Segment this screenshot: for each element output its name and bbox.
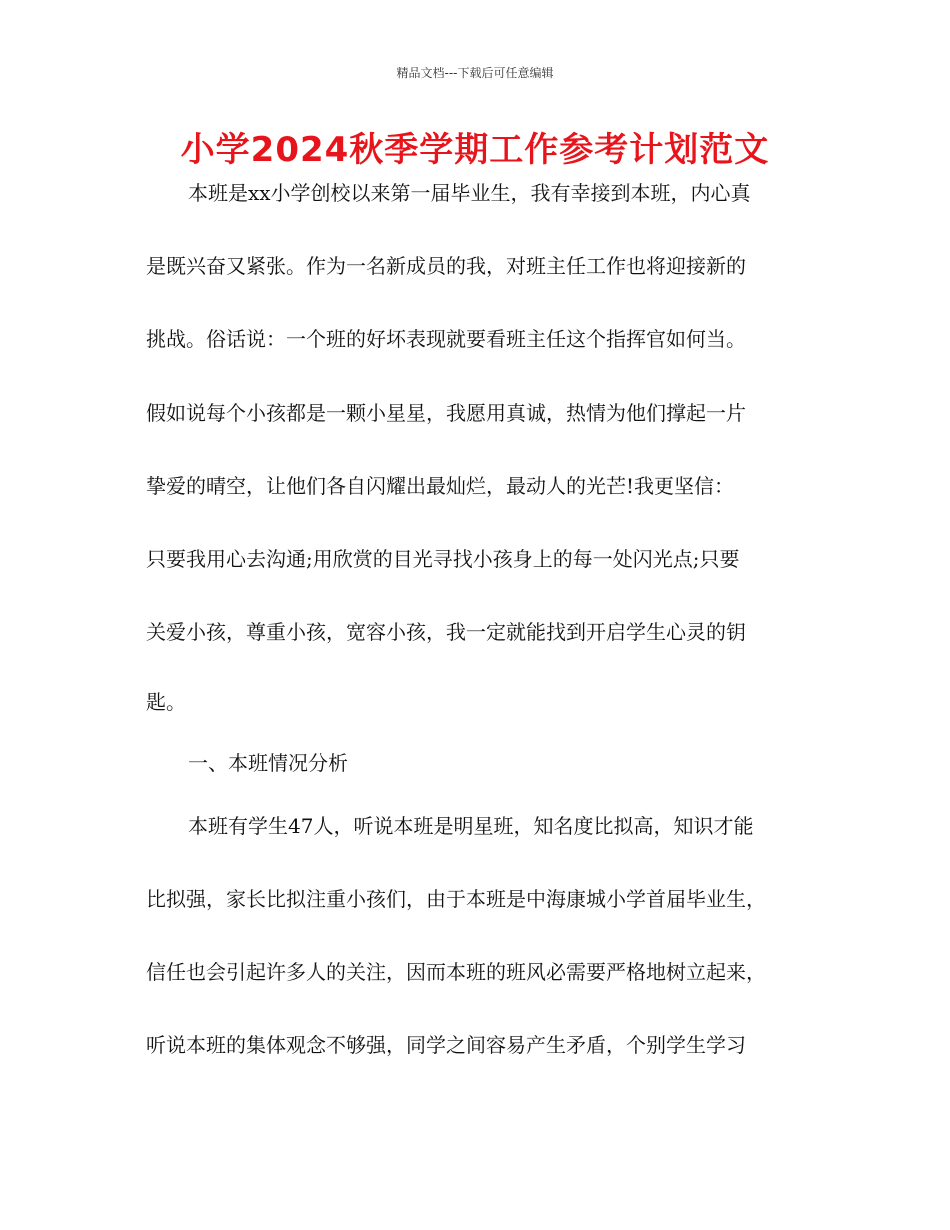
paragraph-line: 本班有学生47人，听说本班是明星班，知名度比拟高，知识才能 [188,814,754,838]
paragraph-line: 挑战。俗话说：一个班的好坏表现就要看班主任这个指挥官如何当。 [146,327,746,351]
paragraph-line: 只要我用心去沟通;用欣赏的目光寻找小孩身上的每一处闪光点;只要 [146,547,740,571]
paragraph-line: 匙。 [146,690,186,714]
paragraph-line: 是既兴奋又紧张。作为一名新成员的我，对班主任工作也将迎接新的 [146,254,746,278]
paragraph-line: 假如说每个小孩都是一颗小星星，我愿用真诚，热情为他们撑起一片 [146,401,746,425]
paragraph-line: 本班是xx小学创校以来第一届毕业生，我有幸接到本班，内心真 [188,181,751,205]
header-note: 精品文档---下载后可任意编辑 [396,66,554,80]
paragraph-line: 比拟强，家长比拟注重小孩们，由于本班是中海康城小学首届毕业生， [146,887,766,911]
paragraph-line: 关爱小孩，尊重小孩，宽容小孩，我一定就能找到开启学生心灵的钥 [146,620,746,644]
section-heading: 一、本班情况分析 [188,751,348,775]
document-title: 小学2024秋季学期工作参考计划范文 [180,130,770,170]
paragraph-line: 挚爱的晴空，让他们各自闪耀出最灿烂，最动人的光芒!我更坚信： [146,474,735,498]
paragraph-line: 信任也会引起许多人的关注，因而本班的班风必需要严格地树立起来， [146,960,766,984]
paragraph-line: 听说本班的集体观念不够强，同学之间容易产生矛盾，个别学生学习 [146,1033,746,1057]
